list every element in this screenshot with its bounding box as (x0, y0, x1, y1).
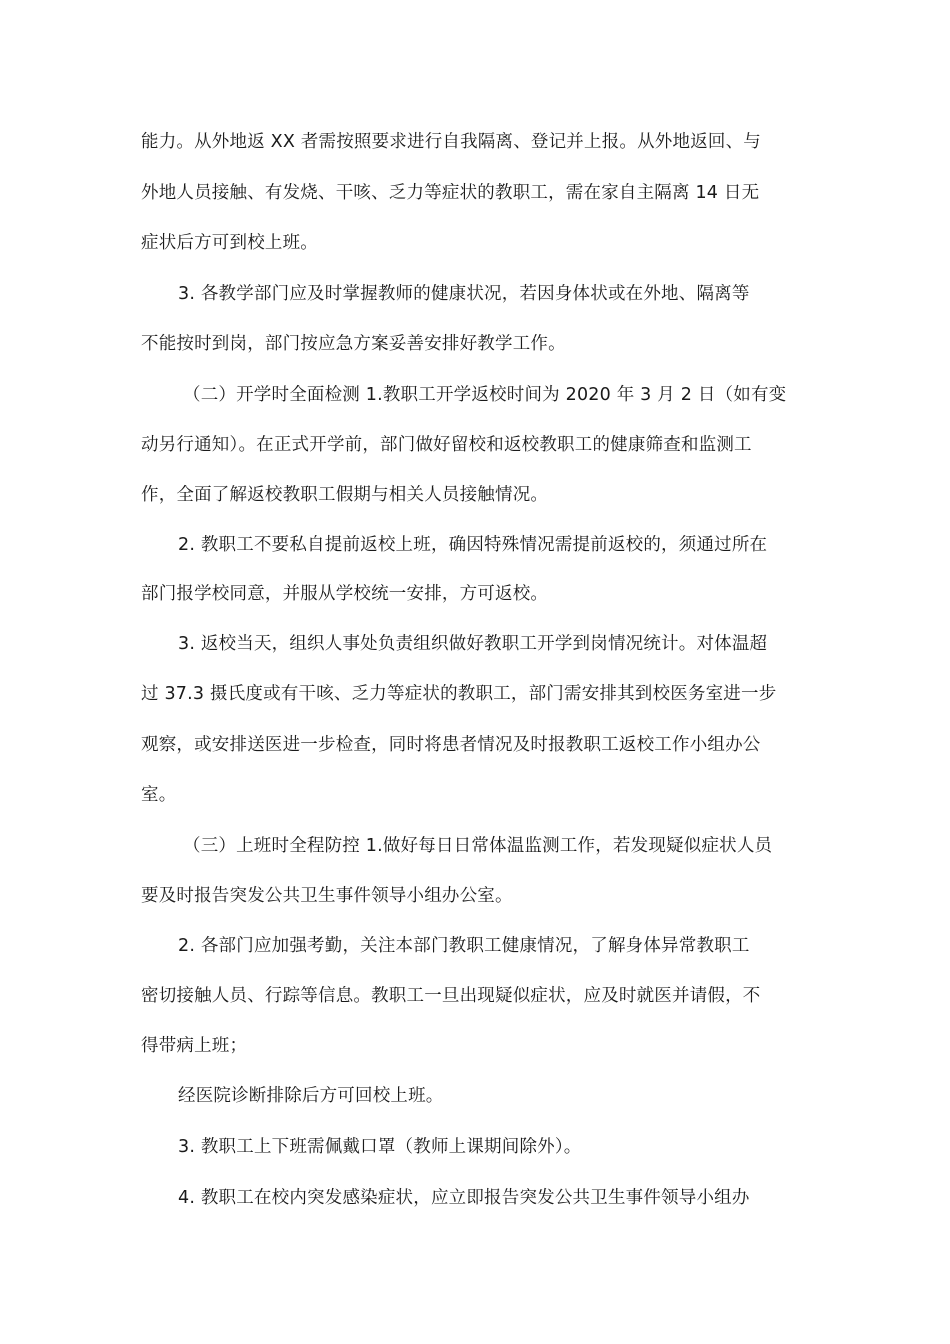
text-line: 部门报学校同意，并服从学校统一安排，方可返校。 (141, 584, 549, 604)
text-line: 过 37.3 摄氏度或有干咳、乏力等症状的教职工，部门需安排其到校医务室进一步 (141, 684, 777, 704)
text-line: 能力。从外地返 XX 者需按照要求进行自我隔离、登记并上报。从外地返回、与 (141, 132, 761, 152)
text-line: 得带病上班； (141, 1036, 248, 1056)
text-line: 3. 教职工上下班需佩戴口罩（教师上课期间除外）。 (178, 1137, 582, 1157)
text-line: 动另行通知）。在正式开学前，部门做好留校和返校教职工的健康筛查和监测工 (141, 435, 752, 455)
text-line: 3. 各教学部门应及时掌握教师的健康状况，若因身体状或在外地、隔离等 (178, 284, 750, 304)
text-line: 不能按时到岗，部门按应急方案妥善安排好教学工作。 (141, 334, 566, 354)
text-line: （三）上班时全程防控 1.做好每日日常体温监测工作，若发现疑似症状人员 (183, 836, 773, 856)
text-line: （二）开学时全面检测 1.教职工开学返校时间为 2020 年 3 月 2 日（如有变 (183, 385, 787, 405)
text-line: 室。 (141, 785, 177, 805)
text-line: 观察，或安排送医进一步检查，同时将患者情况及时报教职工返校工作小组办公 (141, 735, 761, 755)
text-line: 作，全面了解返校教职工假期与相关人员接触情况。 (141, 485, 549, 505)
text-line: 外地人员接触、有发烧、干咳、乏力等症状的教职工，需在家自主隔离 14 日无 (141, 183, 760, 203)
text-line: 2. 教职工不要私自提前返校上班，确因特殊情况需提前返校的，须通过所在 (178, 535, 768, 555)
text-line: 密切接触人员、行踪等信息。教职工一旦出现疑似症状，应及时就医并请假，不 (141, 986, 761, 1006)
text-line: 3. 返校当天，组织人事处负责组织做好教职工开学到岗情况统计。对体温超 (178, 634, 768, 654)
text-line: 症状后方可到校上班。 (141, 233, 318, 253)
text-line: 经医院诊断排除后方可回校上班。 (178, 1086, 444, 1106)
text-line: 要及时报告突发公共卫生事件领导小组办公室。 (141, 886, 513, 906)
text-line: 2. 各部门应加强考勤，关注本部门教职工健康情况，了解身体异常教职工 (178, 936, 750, 956)
text-line: 4. 教职工在校内突发感染症状，应立即报告突发公共卫生事件领导小组办 (178, 1188, 750, 1208)
